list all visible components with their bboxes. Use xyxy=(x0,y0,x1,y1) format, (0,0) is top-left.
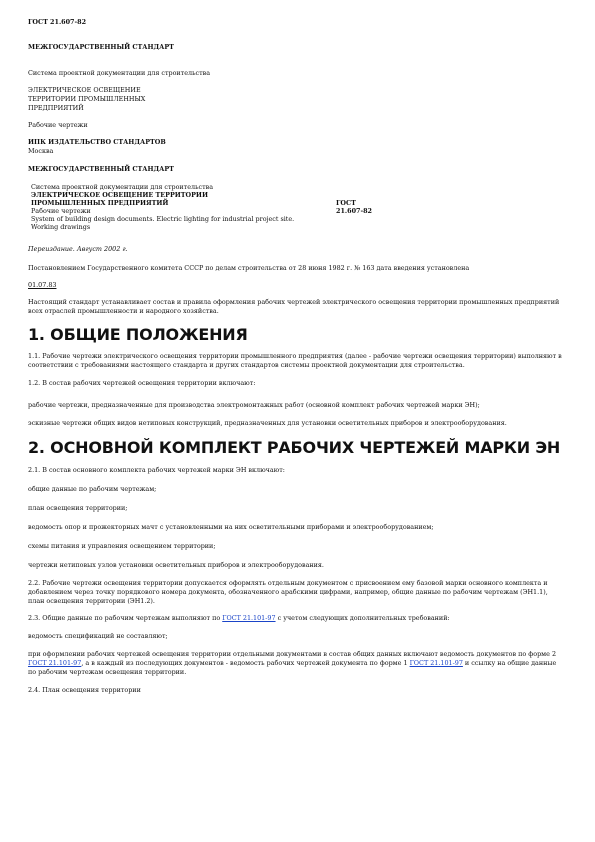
title-line-3: ПРЕДПРИЯТИЙ xyxy=(28,104,84,112)
intergov-standard-label-2: МЕЖГОСУДАРСТВЕННЫЙ СТАНДАРТ xyxy=(28,165,174,173)
title-line-1: ЭЛЕКТРИЧЕСКОЕ ОСВЕЩЕНИЕ xyxy=(28,86,141,94)
para-10-text-b: , а в каждый из последующих документов - ведомость рабочих чертежей документа по форме 1 xyxy=(81,659,410,667)
standard-header-table xyxy=(31,183,372,231)
gost-21-101-97-link-3[interactable]: ГОСТ 21.101-97 xyxy=(409,659,463,667)
city: Москва xyxy=(28,147,54,155)
para-8-text-start: 2.3. Общие данные по рабочим чертежам выполняют по xyxy=(28,614,223,622)
para-8-text-end: с учетом следующих дополнительных требований: xyxy=(275,614,450,622)
scope-paragraph: Настоящий стандарт устанавливает состав и правила оформления рабочих чертежей электрического освещения территории промышленных предприятий всех отраслей промышленности и народного хозяйства. xyxy=(28,298,560,315)
decree-text: Постановлением Государственного комитета СССР по делам строительства от 28 июня 1982 г. № 163 дата введения установлена xyxy=(28,264,470,272)
document-page xyxy=(28,16,563,695)
header-english-2: Working drawings xyxy=(31,223,91,231)
section-1-para-1: 1.1. Рабочие чертежи электрического освещения территории промышленного предприятия (далее - рабочие чертежи освещения территории) выполняют в соответствии с требованиями настоящего стандарта и других стандартов системы проектной документации для строительства. xyxy=(28,352,562,369)
header-drawings: Рабочие чертежи xyxy=(31,207,91,215)
para-10-text-a: при оформлении рабочих чертежей освещения территории отдельными документами в состав общих данных включают ведомость документов по форме 2 xyxy=(28,650,557,658)
introduction-date: 01.07.83 xyxy=(28,281,57,289)
section-2-para-4: ведомость опор и прожекторных мачт с установленными на них осветительными приборами и электрооборудованием; xyxy=(28,523,434,531)
section-2-para-8 xyxy=(28,614,563,623)
publisher: ИПК ИЗДАТЕЛЬСТВО СТАНДАРТОВ xyxy=(28,138,166,146)
doc-code: ГОСТ 21.607-82 xyxy=(28,18,87,26)
header-title-1: ЭЛЕКТРИЧЕСКОЕ ОСВЕЩЕНИЕ ТЕРРИТОРИИ xyxy=(31,191,208,199)
section-2-para-1: 2.1. В состав основного комплекта рабочих чертежей марки ЭН включают: xyxy=(28,466,285,474)
para-10-text-c: и ссылку на общие данные по рабочим чертежам освещения территории. xyxy=(28,659,557,676)
section-2-para-11: 2.4. План освещения территории xyxy=(28,686,141,694)
header-gost-label: ГОСТ xyxy=(336,199,356,207)
reissue-note: Переиздание. Август 2002 г. xyxy=(28,245,128,253)
section-2-para-5: схемы питания и управления освещением территории; xyxy=(28,542,216,550)
header-title-2: ПРОМЫШЛЕННЫХ ПРЕДПРИЯТИЙ xyxy=(31,199,169,207)
section-2-para-2: общие данные по рабочим чертежам; xyxy=(28,485,157,493)
title-line-2: ТЕРРИТОРИИ ПРОМЫШЛЕННЫХ xyxy=(28,95,146,103)
section-2-para-6: чертежи нетиповых узлов установки осветительных приборов и электрооборудования. xyxy=(28,561,324,569)
header-gost-number: 21.607-82 xyxy=(336,207,373,215)
gost-21-101-97-link-2[interactable]: ГОСТ 21.101-97 xyxy=(28,659,82,667)
system-title: Система проектной документации для строительства xyxy=(28,69,211,77)
section-1-para-3: рабочие чертежи, предназначенные для производства электромонтажных работ (основной комплект рабочих чертежей марки ЭН); xyxy=(28,401,480,409)
intergov-standard-label: МЕЖГОСУДАРСТВЕННЫЙ СТАНДАРТ xyxy=(28,43,174,51)
header-system: Система проектной документации для строительства xyxy=(31,183,214,191)
section-2-heading: 2. ОСНОВНОЙ КОМПЛЕКТ РАБОЧИХ ЧЕРТЕЖЕЙ МАРКИ ЭН xyxy=(28,438,561,457)
section-2-para-7: 2.2. Рабочие чертежи освещения территории допускается оформлять отдельным документом с присвоением ему базовой марки основного комплекта и добавлением через точку порядкового номера документа, обозначенного арабскими цифрами, например, общие данные по рабочим чертежам (ЭН1.1), план освещения территории (ЭН1.2). xyxy=(28,579,548,605)
working-drawings-label: Рабочие чертежи xyxy=(28,121,88,129)
section-1-para-2: 1.2. В состав рабочих чертежей освещения территории включают: xyxy=(28,379,256,387)
gost-21-101-97-link[interactable]: ГОСТ 21.101-97 xyxy=(222,614,276,622)
header-english-1: System of building design documents. Electric lighting for industrial project site. xyxy=(31,215,295,223)
document-title xyxy=(28,86,563,113)
section-1-heading: 1. ОБЩИЕ ПОЛОЖЕНИЯ xyxy=(28,325,248,344)
section-2-para-10 xyxy=(28,650,563,677)
section-1-para-4: эскизные чертежи общих видов нетиповых конструкций, предназначенных для установки осветительных приборов и электрооборудования. xyxy=(28,419,507,427)
section-2-para-3: план освещения территории; xyxy=(28,504,128,512)
section-2-para-9: ведомость спецификаций не составляют; xyxy=(28,632,168,640)
